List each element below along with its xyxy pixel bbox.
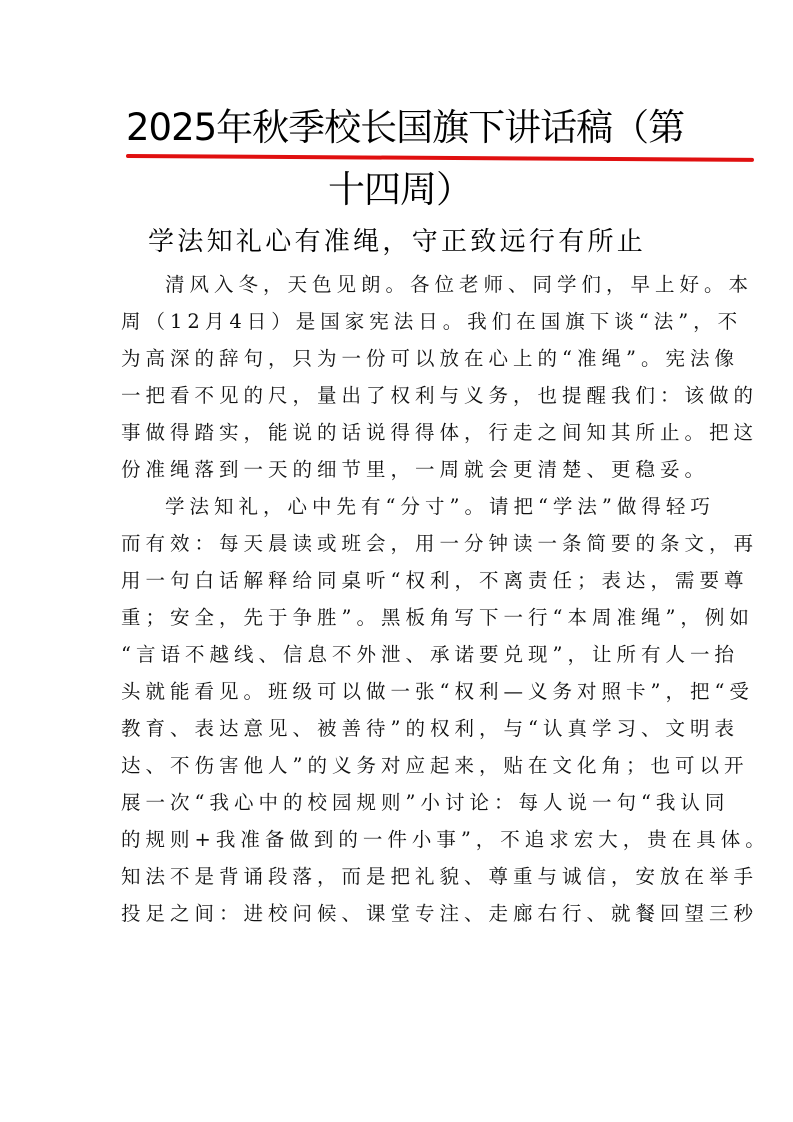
paragraph-line: 为高深的辞句，只为一份可以放在心上的“准绳”。宪法像 xyxy=(121,347,739,370)
paragraph-line: 的规则+我准备做到的一件小事”，不追求宏大，贵在具体。 xyxy=(121,828,770,851)
paragraph-line: 知法不是背诵段落，而是把礼貌、尊重与诚信，安放在举手 xyxy=(121,865,759,888)
paragraph-line: 而有效：每天晨读或班会，用一分钟读一条简要的条文，再 xyxy=(121,532,759,555)
paragraph-1 xyxy=(121,266,759,488)
paragraph-line: 重；安全，先于争胜”。黑板角写下一行“本周准绳”，例如 xyxy=(121,606,754,629)
paragraph-2 xyxy=(121,488,770,932)
paragraph-line: 展一次“我心中的校园规则”小讨论：每人说一句“我认同 xyxy=(121,791,730,814)
paragraph-line: 学法知礼，心中先有“分寸”。请把“学法”做得轻巧 xyxy=(165,495,715,518)
paragraph-line: 一把看不见的尺，量出了权利与义务，也提醒我们：该做的 xyxy=(121,384,759,407)
paragraph-line: “言语不越线、信息不外泄、承诺要兑现”，让所有人一抬 xyxy=(121,643,739,666)
paragraph-line: 用一句白话解释给同桌听“权利，不离责任；表达，需要尊 xyxy=(121,569,749,592)
paragraph-line: 教育、表达意见、被善待”的权利，与“认真学习、文明表 xyxy=(121,717,739,740)
paragraph-line: 周（12月4日）是国家宪法日。我们在国旗下谈“法”，不 xyxy=(121,310,743,333)
paragraph-line: 投足之间：进校问候、课堂专注、走廊右行、就餐回望三秒 xyxy=(121,902,759,925)
paragraph-line: 份准绳落到一天的细节里，一周就会更清楚、更稳妥。 xyxy=(121,458,710,481)
document-title-line-2: 十四周） xyxy=(328,168,472,211)
red-header-rule xyxy=(126,154,754,162)
document-title-line-1: 2025年秋季校长国旗下讲话稿（第 xyxy=(126,106,685,149)
paragraph-line: 达、不伤害他人”的义务对应起来，贴在文化角；也可以开 xyxy=(121,754,749,777)
paragraph-line: 事做得踏实，能说的话说得得体，行走之间知其所止。把这 xyxy=(121,421,759,444)
paragraph-line: 头就能看见。班级可以做一张“权利—义务对照卡”，把“受 xyxy=(121,680,754,703)
document-subtitle: 学法知礼心有准绳，守正致远行有所止 xyxy=(148,227,647,257)
paragraph-line: 清风入冬，天色见朗。各位老师、同学们，早上好。本 xyxy=(165,273,754,296)
document-body xyxy=(121,266,770,932)
